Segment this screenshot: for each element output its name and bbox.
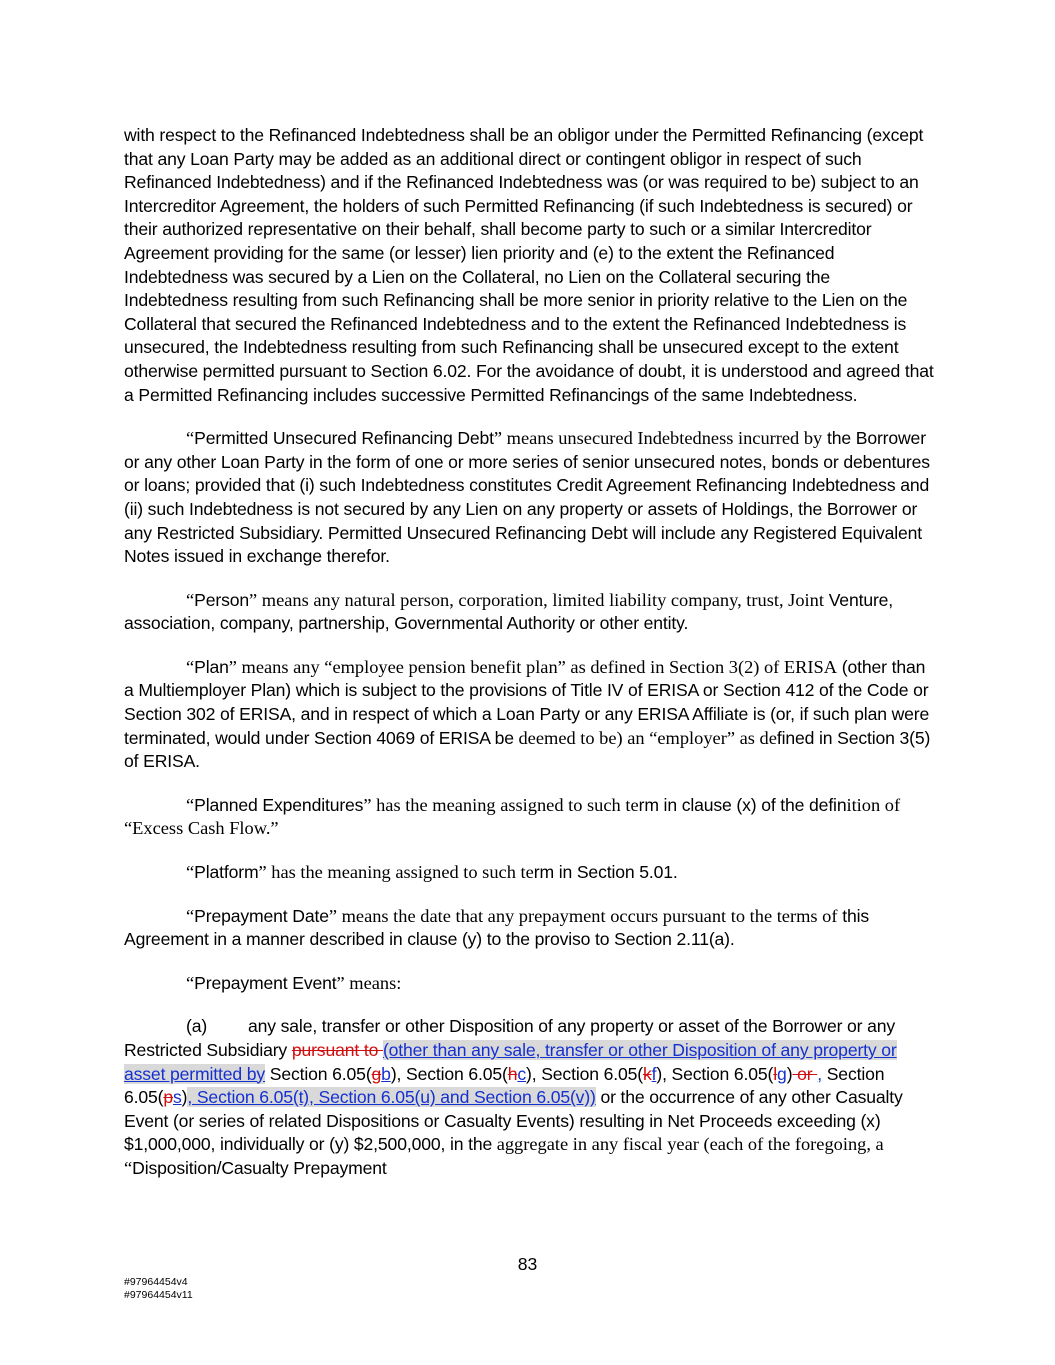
definition-text: the Borrower or any other Loan Party in the form of one or more series of senior unsecured notes, bonds or debentures or loans; provided that (i) such Indebtedness constitutes Credit Agreement Refinancing Indebtedness and (ii) such Indebtedness is not secured by any Lien on any property or assets of Holdings, the Borrower or any Restricted Subsidiary. Permitted Unsecured Refinancing Debt will include any Registered Equivalent Notes issued in exchange therefor. (124, 428, 930, 567)
clause-text: any sale, transfer or other Disposition of any property or asset of the Borrower or any Restricted Subsidiary (124, 1016, 896, 1060)
definition-prepayment-date (124, 905, 936, 952)
definition-tail-serif: ition of “Excess Cash Flow.” (124, 794, 901, 839)
definition-text: rm in Section 5.01. (533, 862, 678, 883)
definition-lead: ” means any “employee pension benefit plan” as defined in Section 3(2) of ERISA (228, 656, 838, 677)
definition-text: this Agreement in a manner described in clause (y) to the proviso to Section 2.11(a). (124, 905, 870, 950)
open-quote: “ (186, 589, 195, 610)
definition-planned-expenditures (124, 794, 936, 841)
deleted-text: h (507, 1063, 518, 1084)
inserted-text: , (817, 1063, 822, 1084)
definition-lead: ” means the date that any prepayment occurs pursuant to the terms of (328, 905, 838, 926)
definition-lead: ” means any natural person, corporation, limited liability company, trust, Joint (249, 589, 824, 610)
inserted-text: c (517, 1063, 527, 1084)
clause-tail-serif: aggregate in any fiscal year (each of the foregoing, a “ (124, 1134, 884, 1178)
inserted-text: , Section 6.05(t), Section 6.05(u) and Section 6.05(v)) (187, 1087, 596, 1108)
definition-lead: ” has the meaning assigned to such te (363, 794, 639, 815)
open-quote: “ (186, 905, 195, 926)
clause-a-disposition (124, 1015, 936, 1180)
open-quote: “ (186, 862, 195, 883)
definition-person (124, 589, 936, 636)
definition-plan (124, 656, 936, 774)
inserted-text: f (651, 1063, 657, 1084)
deleted-text: k (642, 1063, 652, 1084)
document-id-footer (124, 1276, 193, 1301)
inserted-text: (other than any sale, transfer or other Disposition of any property or asset permitted by (124, 1040, 897, 1084)
deleted-text: g (371, 1063, 382, 1084)
clause-text: ), Section 6.05( (526, 1063, 643, 1084)
defined-term: Planned Expenditures (194, 794, 364, 815)
defined-term: Prepayment Event (194, 972, 337, 993)
inserted-text: s (173, 1087, 182, 1108)
defined-term: Platform (194, 862, 259, 883)
deleted-text: l (773, 1063, 778, 1084)
definition-tail-serif: deemed to be) an “employer” as de (513, 727, 777, 748)
definition-platform (124, 861, 936, 885)
open-quote: “ (186, 428, 195, 449)
paragraph-permitted-refinancing-continued: with respect to the Refinanced Indebtedness shall be an obligor under the Permitted Refinancing (except that any Loan Party may be added as an additional direct or contingent obligor in respect of such Refinanced Indebtedness) and if the Refinanced Indebtedness was (or was required to be) subject to an Intercreditor Agreement, the holders of such Permitted Refinancing (if such Indebtedness is secured) or their authorized representative on their behalf, shall become party to such or a similar Intercreditor Agreement providing for the same (or lesser) lien priority and (e) to the extent the Refinanced Indebtedness was secured by a Lien on the Collateral, no Lien on the Collateral securing the Indebtedness resulting from such Refinancing shall be more senior in priority relative to the Lien on the Collateral that secured the Refinanced Indebtedness and to the extent the Refinanced Indebtedness is unsecured, the Indebtedness resulting from such Refinancing shall be unsecured except to the extent otherwise permitted pursuant to Section 6.02. For the avoidance of doubt, it is understood and agreed that a Permitted Refinancing includes successive Permitted Refinancings of the same Indebtedness. (124, 125, 934, 405)
clause-label: (a) (186, 1016, 208, 1037)
defined-term: Permitted Unsecured Refinancing Debt (194, 428, 494, 449)
clause-text: ), Section 6.05( (656, 1063, 774, 1084)
open-quote: “ (186, 794, 195, 815)
clause-text: ), Section 6.05( (390, 1063, 508, 1084)
document-id-new: #97964454v11 (124, 1288, 193, 1301)
open-quote: “ (186, 972, 195, 993)
document-id-old: #97964454v4 (124, 1276, 188, 1288)
clause-text: or the occurrence of any other Casualty Event (or series of related Dispositions or Casualty Events) resulting in Net Proceeds exceeding (x) $1,000,000, individually or (y) $2,500,000, in the (124, 1087, 903, 1155)
defined-term: Plan (194, 656, 229, 677)
open-quote: “ (186, 656, 195, 677)
inserted-text: b (381, 1063, 391, 1084)
definition-lead: ” means unsecured Indebtedness incurred by (493, 428, 823, 449)
definition-text: rm in clause (x) of the defin (638, 794, 847, 815)
page-number: 83 (517, 1254, 538, 1274)
definition-text: Venture, association, company, partnership, Governmental Authority or other entity. (124, 589, 894, 634)
document-body (124, 124, 936, 1201)
definition-text: (other than a Multiemployer Plan) which is subject to the provisions of Title IV of ERISA or Section 412 of the Code or Section 302 of ERISA, and in respect of which a Loan Party or any ERISA Affiliate is (or, if such plan were terminated, would under Section 4069 of ERISA be (124, 656, 930, 748)
definition-tail: fined in Section 3(5) of ERISA. (124, 727, 931, 772)
deleted-text: pursuant to (291, 1040, 383, 1060)
clause-text: Section 6.05( (124, 1063, 885, 1108)
defined-term: Prepayment Date (194, 905, 329, 926)
definition-prepayment-event (124, 972, 936, 996)
definition-permitted-unsecured-refinancing-debt (124, 427, 936, 569)
defined-term: Disposition/Casualty Prepayment (132, 1157, 387, 1178)
definition-lead: ” means: (336, 972, 402, 993)
clause-text: Section 6.05( (265, 1063, 372, 1084)
clause-text: ) (786, 1063, 793, 1084)
deleted-text: p (163, 1087, 173, 1108)
definition-lead: ” has the meaning assigned to such te (258, 862, 534, 883)
deleted-text: or (792, 1063, 818, 1084)
inserted-text: g (777, 1063, 787, 1084)
clause-text: ) (181, 1087, 188, 1108)
defined-term: Person (194, 589, 250, 610)
